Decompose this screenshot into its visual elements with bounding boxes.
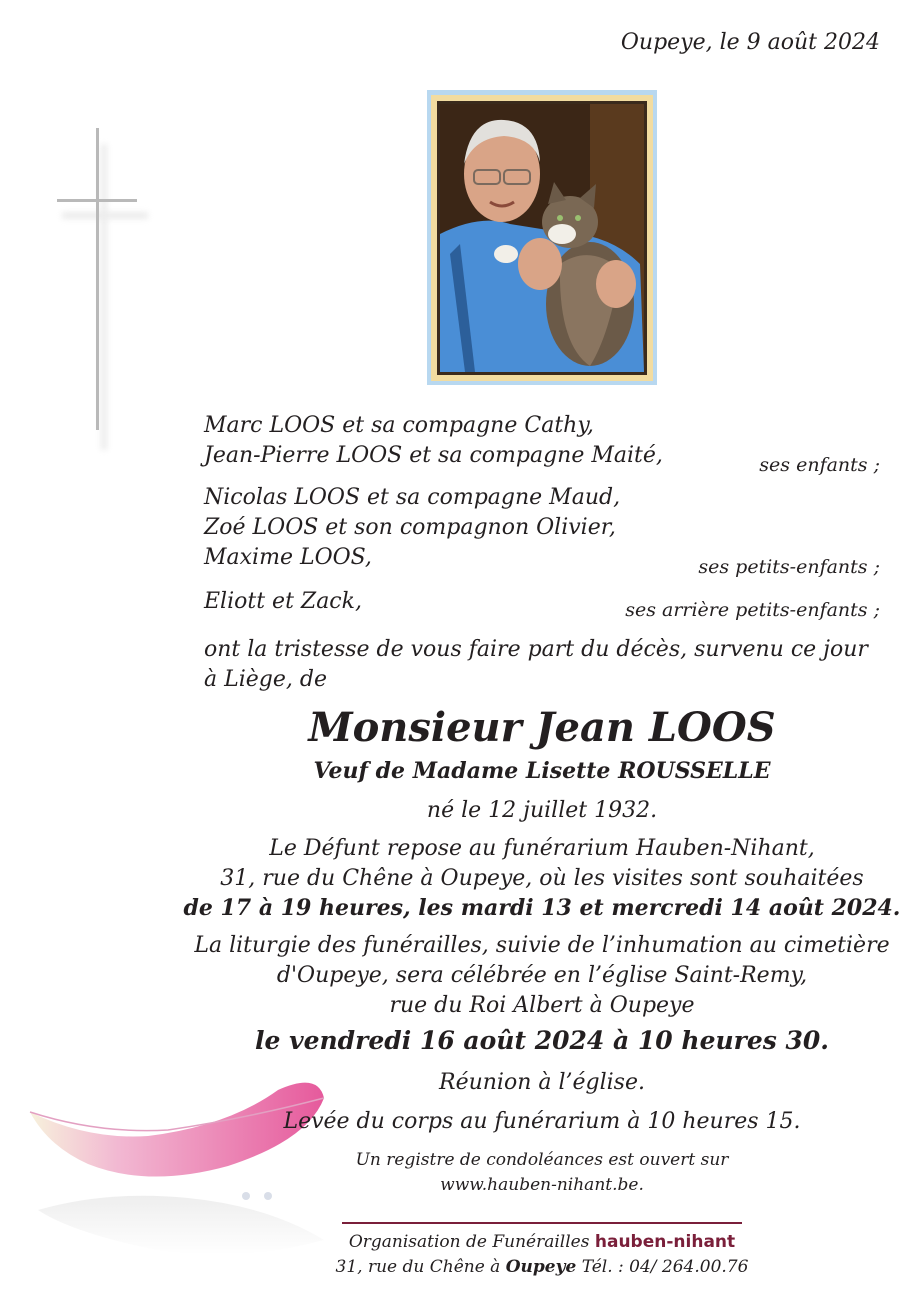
- born-line: né le 12 juillet 1932.: [426, 798, 658, 823]
- footer-phone: Tél. : 04/ 264.00.76: [581, 1257, 749, 1277]
- departure-line: Levée du corps au funérarium à 10 heures 15.: [283, 1109, 801, 1134]
- ceremony-line-2: d'Oupeye, sera célébrée en l’église Saint-Remy,: [276, 963, 808, 988]
- children-role: ses enfants ;: [759, 454, 880, 476]
- footer-city: Oupeye: [505, 1257, 577, 1277]
- announcement-line-1: ont la tristesse de vous faire part du décès, survenu ce jour: [204, 637, 868, 662]
- portrait-photo: [437, 101, 647, 375]
- greatgrandchildren-role: ses arrière petits-enfants ;: [625, 599, 880, 621]
- widow-line: Veuf de Madame Lisette ROUSSELLE: [313, 758, 771, 784]
- visit-line-2: 31, rue du Chêne à Oupeye, où les visites sont souhaitées: [220, 866, 864, 891]
- registry-line-1: Un registre de condoléances est ouvert sur: [355, 1150, 729, 1170]
- date-line: Oupeye, le 9 août 2024: [620, 30, 880, 55]
- footer-address: [180, 1257, 904, 1277]
- ceremony-date: le vendredi 16 août 2024 à 10 heures 30.: [254, 1026, 830, 1055]
- grandchildren-role: ses petits-enfants ;: [698, 556, 880, 578]
- child-line-2: Jean-Pierre LOOS et sa compagne Maité,: [204, 443, 663, 468]
- footer-address-prefix: 31, rue du Chêne à: [335, 1257, 501, 1277]
- grandchild-line-3: Maxime LOOS,: [204, 545, 372, 570]
- visit-hours: de 17 à 19 heures, les mardi 13 et mercredi 14 août 2024.: [183, 895, 901, 921]
- grandchild-line-2: Zoé LOOS et son compagnon Olivier,: [204, 515, 616, 540]
- footer-org: [180, 1232, 904, 1252]
- grandchild-line-1: Nicolas LOOS et sa compagne Maud,: [204, 485, 621, 510]
- footer-org-prefix: Organisation de Funérailles: [348, 1232, 590, 1252]
- visit-line-1: Le Défunt repose au funérarium Hauben-Nihant,: [269, 836, 815, 861]
- meeting-line: Réunion à l’église.: [439, 1070, 645, 1095]
- brand-logo: hauben-nihant: [594, 1232, 736, 1252]
- footer-divider: [342, 1222, 742, 1224]
- child-line-1: Marc LOOS et sa compagne Cathy,: [204, 413, 594, 438]
- greatgrandchild-line-1: Eliott et Zack,: [204, 589, 362, 614]
- ceremony-line-3: rue du Roi Albert à Oupeye: [389, 993, 695, 1018]
- ceremony-line-1: La liturgie des funérailles, suivie de l’inhumation au cimetière: [194, 933, 890, 958]
- announcement-line-2: à Liège, de: [204, 667, 327, 692]
- deceased-name: Monsieur Jean LOOS: [308, 704, 776, 751]
- registry-link[interactable]: www.hauben-nihant.be.: [440, 1175, 644, 1195]
